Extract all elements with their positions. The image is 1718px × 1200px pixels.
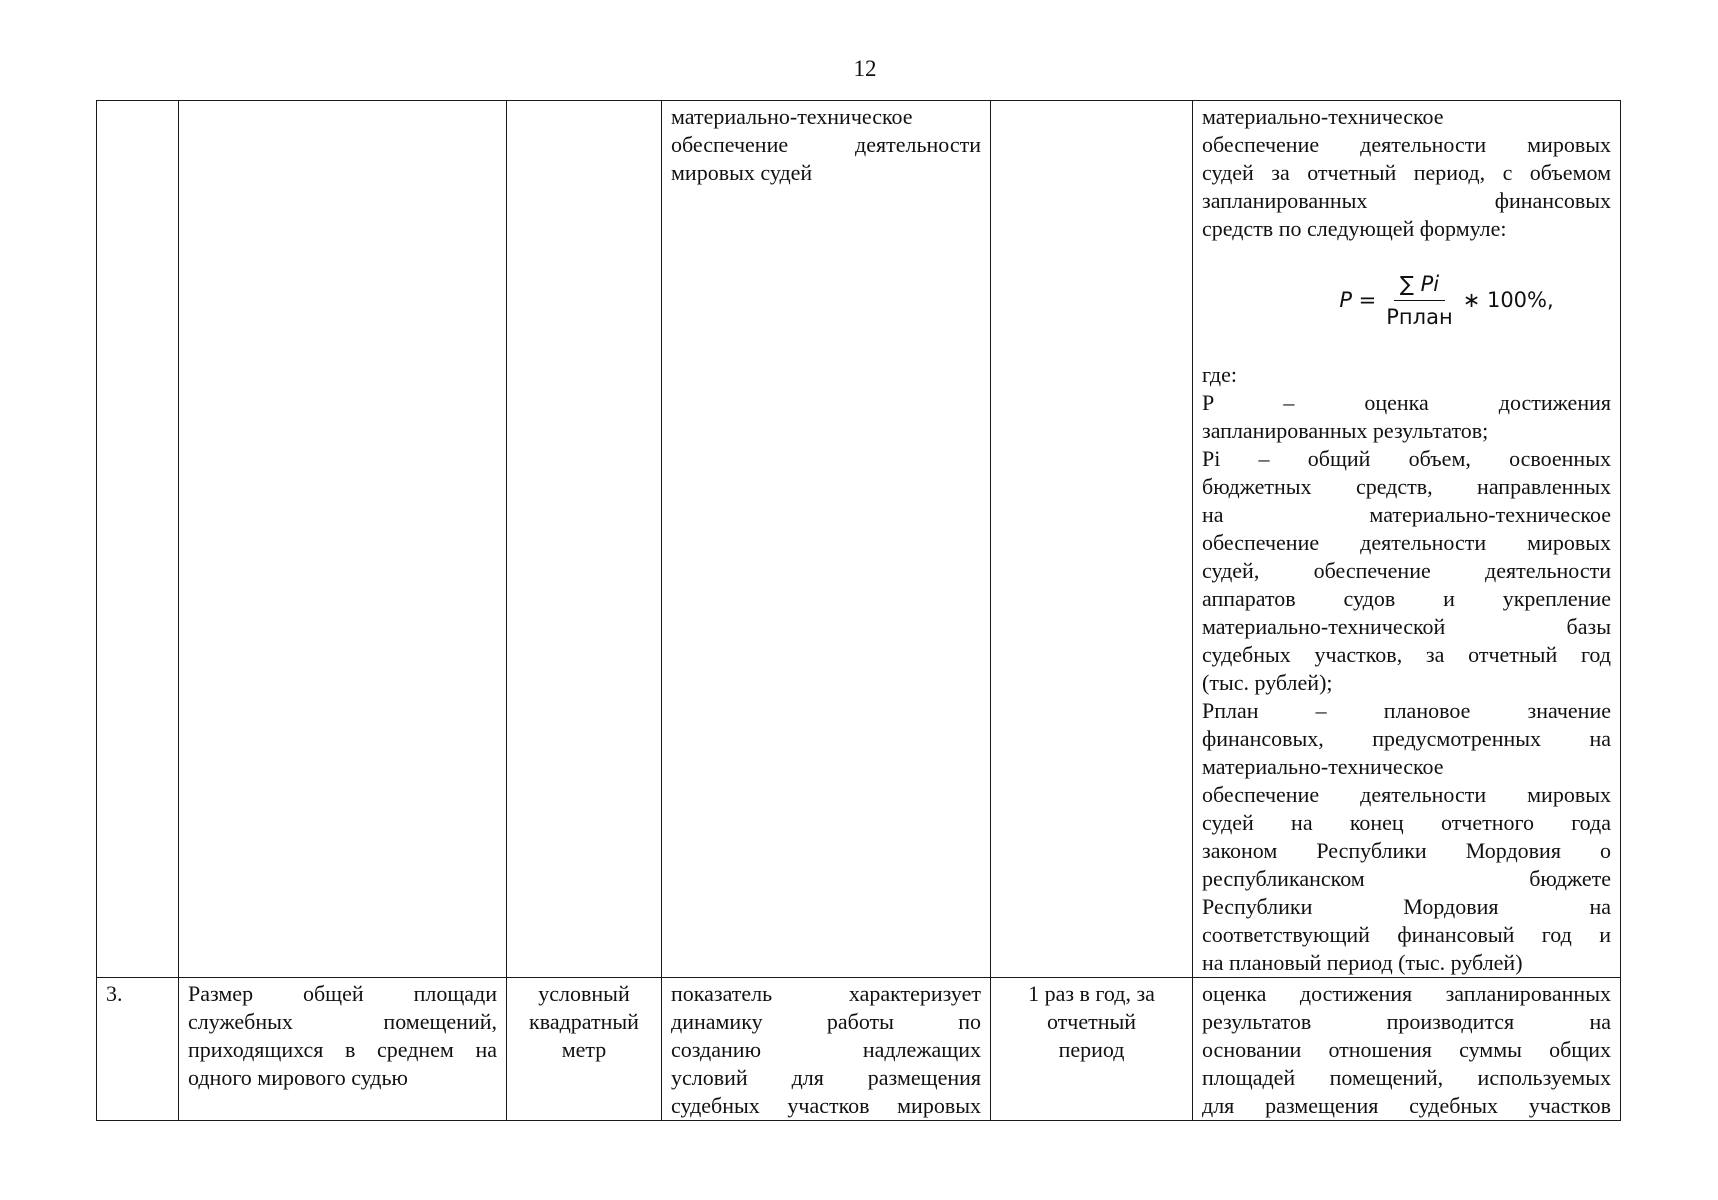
cell-number-empty bbox=[97, 101, 179, 978]
text-line: обеспечение деятельности мировых bbox=[1202, 782, 1611, 807]
cell-frequency bbox=[991, 978, 1193, 1121]
text-line: судебных участков, за отчетный год bbox=[1202, 642, 1611, 667]
text-line: бюджетных средств, направленных bbox=[1202, 474, 1611, 499]
text-line: судей, обеспечение деятельности bbox=[1202, 558, 1611, 583]
text-line: (тыс. рублей); bbox=[1202, 670, 1333, 695]
formula-denominator: Pплан bbox=[1386, 304, 1453, 329]
formula bbox=[1282, 257, 1611, 343]
text-line: мировых судей bbox=[671, 160, 813, 185]
text-line: на материально-техническое bbox=[1202, 502, 1611, 527]
text-line: Республики Мордовия на bbox=[1202, 894, 1611, 919]
text-line: динамику работы по bbox=[671, 1009, 981, 1034]
text-line: созданию надлежащих bbox=[671, 1037, 981, 1062]
cell-indicator-description bbox=[662, 978, 991, 1121]
formula-fraction bbox=[1382, 270, 1456, 331]
cell-frequency-empty bbox=[991, 101, 1193, 978]
text-line: период bbox=[1058, 1037, 1125, 1062]
text-line: судей за отчетный период, с объемом bbox=[1202, 160, 1611, 185]
cell-unit bbox=[507, 978, 662, 1121]
text-line: запланированных результатов; bbox=[1202, 418, 1489, 443]
formula-rhs: ∗ 100%, bbox=[1462, 288, 1554, 312]
text-line: соответствующий финансовый год и bbox=[1202, 922, 1611, 947]
text-line: для размещения судебных участков bbox=[1202, 1093, 1611, 1118]
text-line: законом Республики Мордовия о bbox=[1202, 838, 1611, 863]
text-line: условий для размещения bbox=[671, 1065, 981, 1090]
text-line: обеспечение деятельности bbox=[671, 132, 981, 157]
text-line: материально-техническое bbox=[671, 104, 913, 129]
text-line: судебных участков мировых bbox=[671, 1093, 981, 1118]
page-number: 12 bbox=[853, 56, 877, 81]
indicators-table bbox=[96, 100, 1621, 1121]
cell-indicator-name-empty bbox=[179, 101, 507, 978]
text-line: финансовых, предусмотренных на bbox=[1202, 726, 1611, 751]
text-line: приходящихся в среднем на bbox=[188, 1037, 497, 1062]
text-line: запланированных финансовых bbox=[1202, 188, 1611, 213]
text-line: служебных помещений, bbox=[188, 1009, 497, 1034]
text-line: обеспечение деятельности мировых bbox=[1202, 530, 1611, 555]
text-line: квадратный bbox=[529, 1009, 639, 1034]
text-line: Pплан – плановое значение bbox=[1202, 698, 1611, 723]
text-line: Размер общей площади bbox=[188, 981, 497, 1006]
text-line: основании отношения суммы общих bbox=[1202, 1037, 1611, 1062]
text-line: оценка достижения запланированных bbox=[1202, 981, 1611, 1006]
text-line: обеспечение деятельности мировых bbox=[1202, 132, 1611, 157]
formula-lhs: P = bbox=[1339, 288, 1377, 312]
text-line: площадей помещений, используемых bbox=[1202, 1065, 1611, 1090]
text-line: одного мирового судью bbox=[188, 1065, 408, 1090]
cell-calculation-method bbox=[1193, 101, 1621, 978]
cell-indicator-description bbox=[662, 101, 991, 978]
formula-numerator: ∑ Pi bbox=[1394, 270, 1445, 301]
table-row-3 bbox=[97, 978, 1621, 1121]
cell-indicator-name bbox=[179, 978, 507, 1121]
text-line: материально-техническое bbox=[1202, 104, 1444, 129]
text-line: аппаратов судов и укрепление bbox=[1202, 586, 1611, 611]
text-line: P – оценка достижения bbox=[1202, 390, 1611, 415]
text-line: результатов производится на bbox=[1202, 1009, 1611, 1034]
text-line: метр bbox=[561, 1037, 607, 1062]
text-line: судей на конец отчетного года bbox=[1202, 810, 1611, 835]
cell-calculation-method bbox=[1193, 978, 1621, 1121]
where-label: где: bbox=[1202, 362, 1237, 387]
cell-number bbox=[97, 978, 179, 1121]
text-line: материально-техническое bbox=[1202, 754, 1444, 779]
text-line: отчетный bbox=[1046, 1009, 1137, 1034]
row-number: 3. bbox=[106, 981, 123, 1006]
text-line: 1 раз в год, за bbox=[1028, 981, 1155, 1006]
text-line: условный bbox=[538, 981, 630, 1006]
table-row-continued bbox=[97, 101, 1621, 978]
text-line: республиканском бюджете bbox=[1202, 866, 1611, 891]
text-line: средств по следующей формуле: bbox=[1202, 216, 1507, 241]
text-line: показатель характеризует bbox=[671, 981, 981, 1006]
text-line: на плановый период (тыс. рублей) bbox=[1202, 950, 1523, 975]
text-line: Pi – общий объем, освоенных bbox=[1202, 446, 1611, 471]
text-line: материально-технической базы bbox=[1202, 614, 1611, 639]
cell-unit-empty bbox=[507, 101, 662, 978]
